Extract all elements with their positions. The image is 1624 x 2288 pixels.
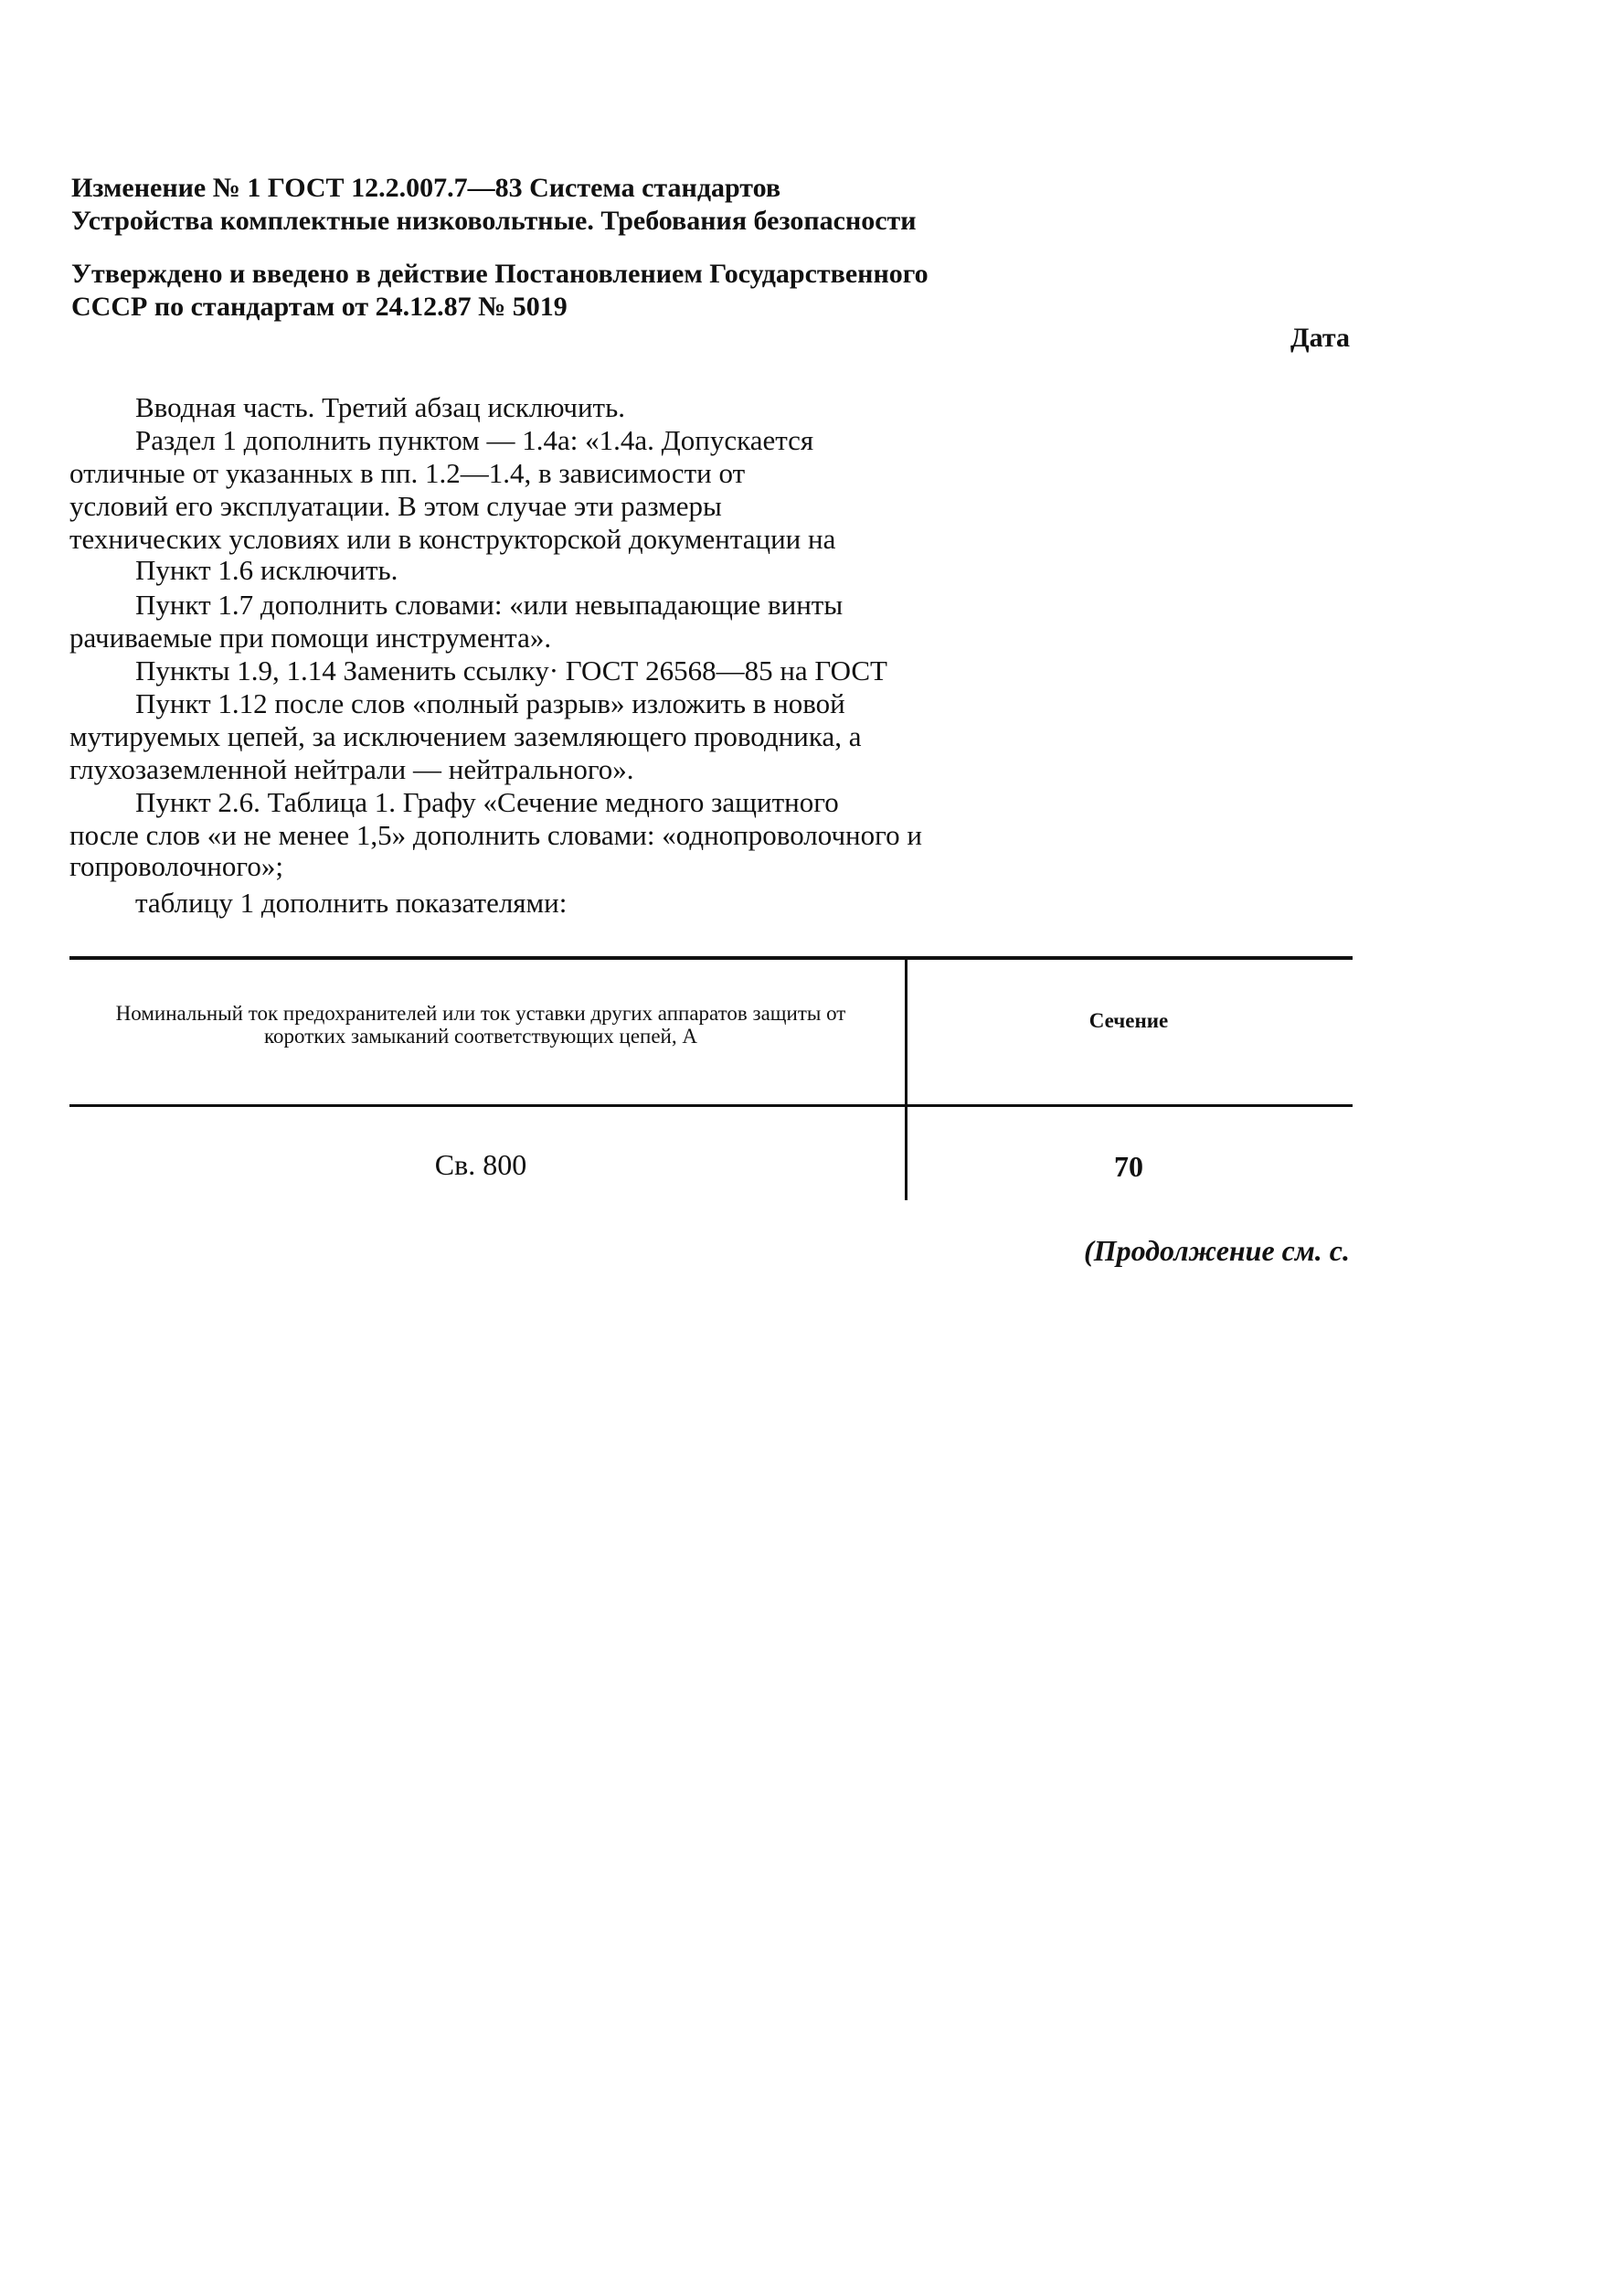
body-line: рачиваемые при помощи инструмента». — [69, 622, 552, 654]
body-line: условий его эксплуатации. В этом случае эти размеры — [69, 490, 722, 522]
continuation-note: (Продолжение см. с. — [1084, 1234, 1350, 1267]
body-line: таблицу 1 дополнить показателями: — [135, 887, 568, 919]
table-header-current: Номинальный ток предохранителей или ток уставки других аппаратов защиты от коротких замыканий соответствующих цепей, А — [115, 1002, 846, 1048]
body-line: после слов «и не менее 1,5» дополнить словами: «однопроволочного и — [69, 819, 922, 851]
change-title-line2: Устройства комплектные низковольтные. Требования безопасности — [71, 206, 917, 236]
body-line: технических условиях или в конструкторской документации на — [69, 523, 836, 555]
body-line: отличные от указанных в пп. 1.2—1.4, в зависимости от — [69, 457, 746, 489]
body-line: Раздел 1 дополнить пунктом — 1.4а: «1.4а. Допускается — [135, 424, 814, 456]
approval-line2: СССР по стандартам от 24.12.87 № 5019 — [71, 292, 568, 322]
body-line: Пункт 1.6 исключить. — [135, 554, 398, 586]
table-header-cross-section: Сечение — [1088, 1009, 1169, 1032]
table-column-divider — [905, 960, 908, 1106]
approval-line1: Утверждено и введено в действие Постановлением Государственного — [71, 259, 929, 289]
table-header-rule — [69, 1104, 1353, 1107]
body-line: Пункт 1.7 дополнить словами: «или невыпадающие винты — [135, 589, 844, 621]
table-top-rule — [69, 956, 1353, 960]
body-line: мутируемых цепей, за исключением заземляющего проводника, а — [69, 720, 862, 752]
approval-statement — [71, 258, 1351, 324]
body-line: гопроволочного»; — [69, 850, 283, 882]
table-cell-current: Св. 800 — [434, 1148, 527, 1181]
table-cell-cross-section: 70 — [1114, 1150, 1143, 1183]
body-line: Пункт 2.6. Таблица 1. Графу «Сечение медного защитного — [135, 786, 839, 818]
table-column-divider — [905, 1107, 908, 1200]
body-line: Пункты 1.9, 1.14 Заменить ссылку· ГОСТ 26568—85 на ГОСТ — [135, 654, 887, 686]
change-title-line1: Изменение № 1 ГОСТ 12.2.007.7—83 Система стандартов — [71, 173, 781, 203]
body-line: Пункт 1.12 после слов «полный разрыв» изложить в новой — [135, 687, 845, 719]
change-title — [71, 172, 1351, 238]
body-line: Вводная часть. Третий абзац исключить. — [135, 391, 625, 423]
effective-date-label: Дата — [1290, 323, 1350, 353]
body-line: глухозаземленной нейтрали — нейтрального». — [69, 753, 634, 785]
